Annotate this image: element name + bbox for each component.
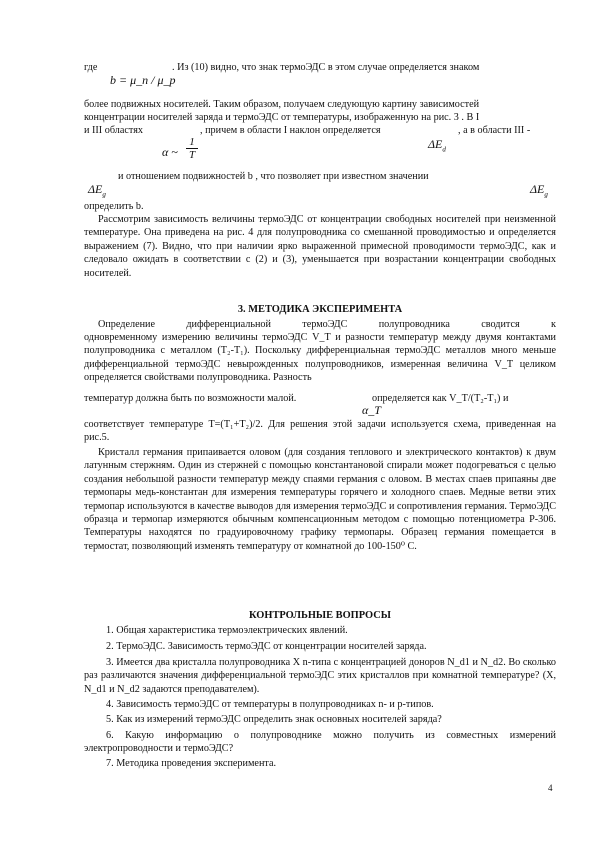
delta-ed-symbol: ΔE bbox=[428, 137, 443, 151]
section3-title: 3. МЕТОДИКА ЭКСПЕРИМЕНТА bbox=[237, 304, 403, 315]
para2-line3a: и III областях bbox=[84, 125, 143, 136]
formula-alpha-t: α_T bbox=[362, 403, 381, 417]
para4-text: Рассмотрим зависимость величины термоЭДС от концентрации свободных носителей при неизменной температуре. Она приведена на рис. 4 для полупроводника со смешанной проводимостью и определяется выражением (7). Видно, что при наличии ярко выраженной примесной проводимости термоЭДС, как и следовало ожидать в соответствии с (2) и (3), уменьшается при возрастании концентрации свободных носителей. bbox=[84, 214, 556, 279]
question-item: 2. ТермоЭДС. Зависимость термоЭДС от концентрации носителей заряда. bbox=[106, 641, 427, 652]
section3-p2: Кристалл германия припаивается оловом (для создания теплового и электрического контактов) к двум латунным стержням. Один из стержней с помощью константановой спирали может подогреваться с целью создания небольшой разности температур между спаями германия с оловом. В местах спаев припаяны две термопары медь-константан для измерения температуры горячего и холодного спаев. Медные ветви этих термопар используются в качестве выводов для измерения термоЭДС и сопротивления германия. ТермоЭДС образца и термопар измеряются обычным компенсационным методом с помощью потенциометра Р-306. Температуры находятся по градуировочному графику термопары. Образец германия помещается в термостат, позволяющий изменять температуру от комнатной до 100-150⁰ С. bbox=[84, 447, 556, 552]
formula-b-mobility: b = μ_n / μ_p bbox=[110, 73, 176, 87]
delta-eg-left-symbol: ΔE bbox=[88, 182, 103, 196]
para3-text: и отношением подвижностей b , что позволяет при известном значении bbox=[118, 171, 429, 182]
section3-p1-line1: Определение дифференциальной термоЭДС полупроводника сводится к bbox=[98, 319, 556, 330]
para2-line1: более подвижных носителей. Таким образом, получаем следующую картину зависимостей bbox=[84, 99, 480, 110]
question-item: 5. Как из измерений термоЭДС определить знак основных носителей заряда? bbox=[106, 714, 442, 725]
formula-one-over-t bbox=[186, 136, 198, 161]
question-item: 3. Имеется два кристалла полупроводника Х n-типа с концентрацией доноров N_d1 и N_d2. Во сколько раз различаются значения дифференциальной термоЭДС этих кристаллов при комнатной температуре? (Х, N_d1 и N_d2 задаются преподавателем). bbox=[84, 657, 556, 695]
delta-eg-right-symbol: ΔE bbox=[530, 182, 545, 196]
frac-denominator: T bbox=[188, 149, 196, 161]
question-item: 6. Какую информацию о полупроводнике можно получить из совместных измерений электропроводности и термоЭДС? bbox=[84, 730, 556, 755]
section3-p1-lastB: определяется как V_T/(T₂-T₁) и bbox=[372, 393, 509, 404]
para1-lead: где bbox=[84, 62, 98, 73]
section3-p1-after: соответствует температуре T=(T₁+T₂)/2. Для решения этой задачи используется схема, приведенная на рис.5. bbox=[84, 419, 556, 444]
delta-ed-subscript: d bbox=[442, 145, 446, 154]
para2-line3c: , а в области III - bbox=[458, 125, 531, 136]
frac-numerator: 1 bbox=[186, 136, 198, 149]
delta-eg-left-subscript: g bbox=[102, 190, 106, 199]
formula-delta-eg-right bbox=[530, 183, 548, 201]
question-item: 4. Зависимость термоЭДС от температуры в полупроводниках n- и p-типов. bbox=[106, 699, 434, 710]
para2-line3b: , причем в области I наклон определяется bbox=[200, 125, 381, 136]
para3-end: определить b. bbox=[84, 201, 144, 212]
para1-rest: . Из (10) видно, что знак термоЭДС в этом случае определяется знаком bbox=[172, 62, 480, 73]
formula-alpha-prop: α ~ bbox=[162, 145, 178, 159]
questions-title: КОНТРОЛЬНЫЕ ВОПРОСЫ bbox=[249, 610, 391, 621]
para2-line2: концентрации носителей заряда и термоЭДС от температуры, изображенную на рис. 3 . В I bbox=[84, 112, 480, 123]
section3-p1-lastA: температур должна быть по возможности малой. bbox=[84, 393, 297, 404]
delta-eg-right-subscript: g bbox=[544, 190, 548, 199]
question-item: 1. Общая характеристика термоэлектрических явлений. bbox=[106, 625, 348, 636]
question-item: 7. Методика проведения эксперимента. bbox=[106, 758, 277, 769]
formula-delta-eg-left bbox=[88, 183, 106, 201]
section3-p1-rest: одновременному измерению величины термоЭДС V_T и разности температур между двумя контактами полупроводника с металлом (T₂-T₁). Поскольку дифференциальная термоЭДС металлов много меньше дифференциальной термоЭДС невырожденных полупроводников, измеренная величина V_T целиком определяется свойствами полупроводника. Разность bbox=[84, 332, 556, 384]
page-number: 4 bbox=[548, 783, 553, 793]
formula-delta-ed bbox=[428, 138, 446, 156]
